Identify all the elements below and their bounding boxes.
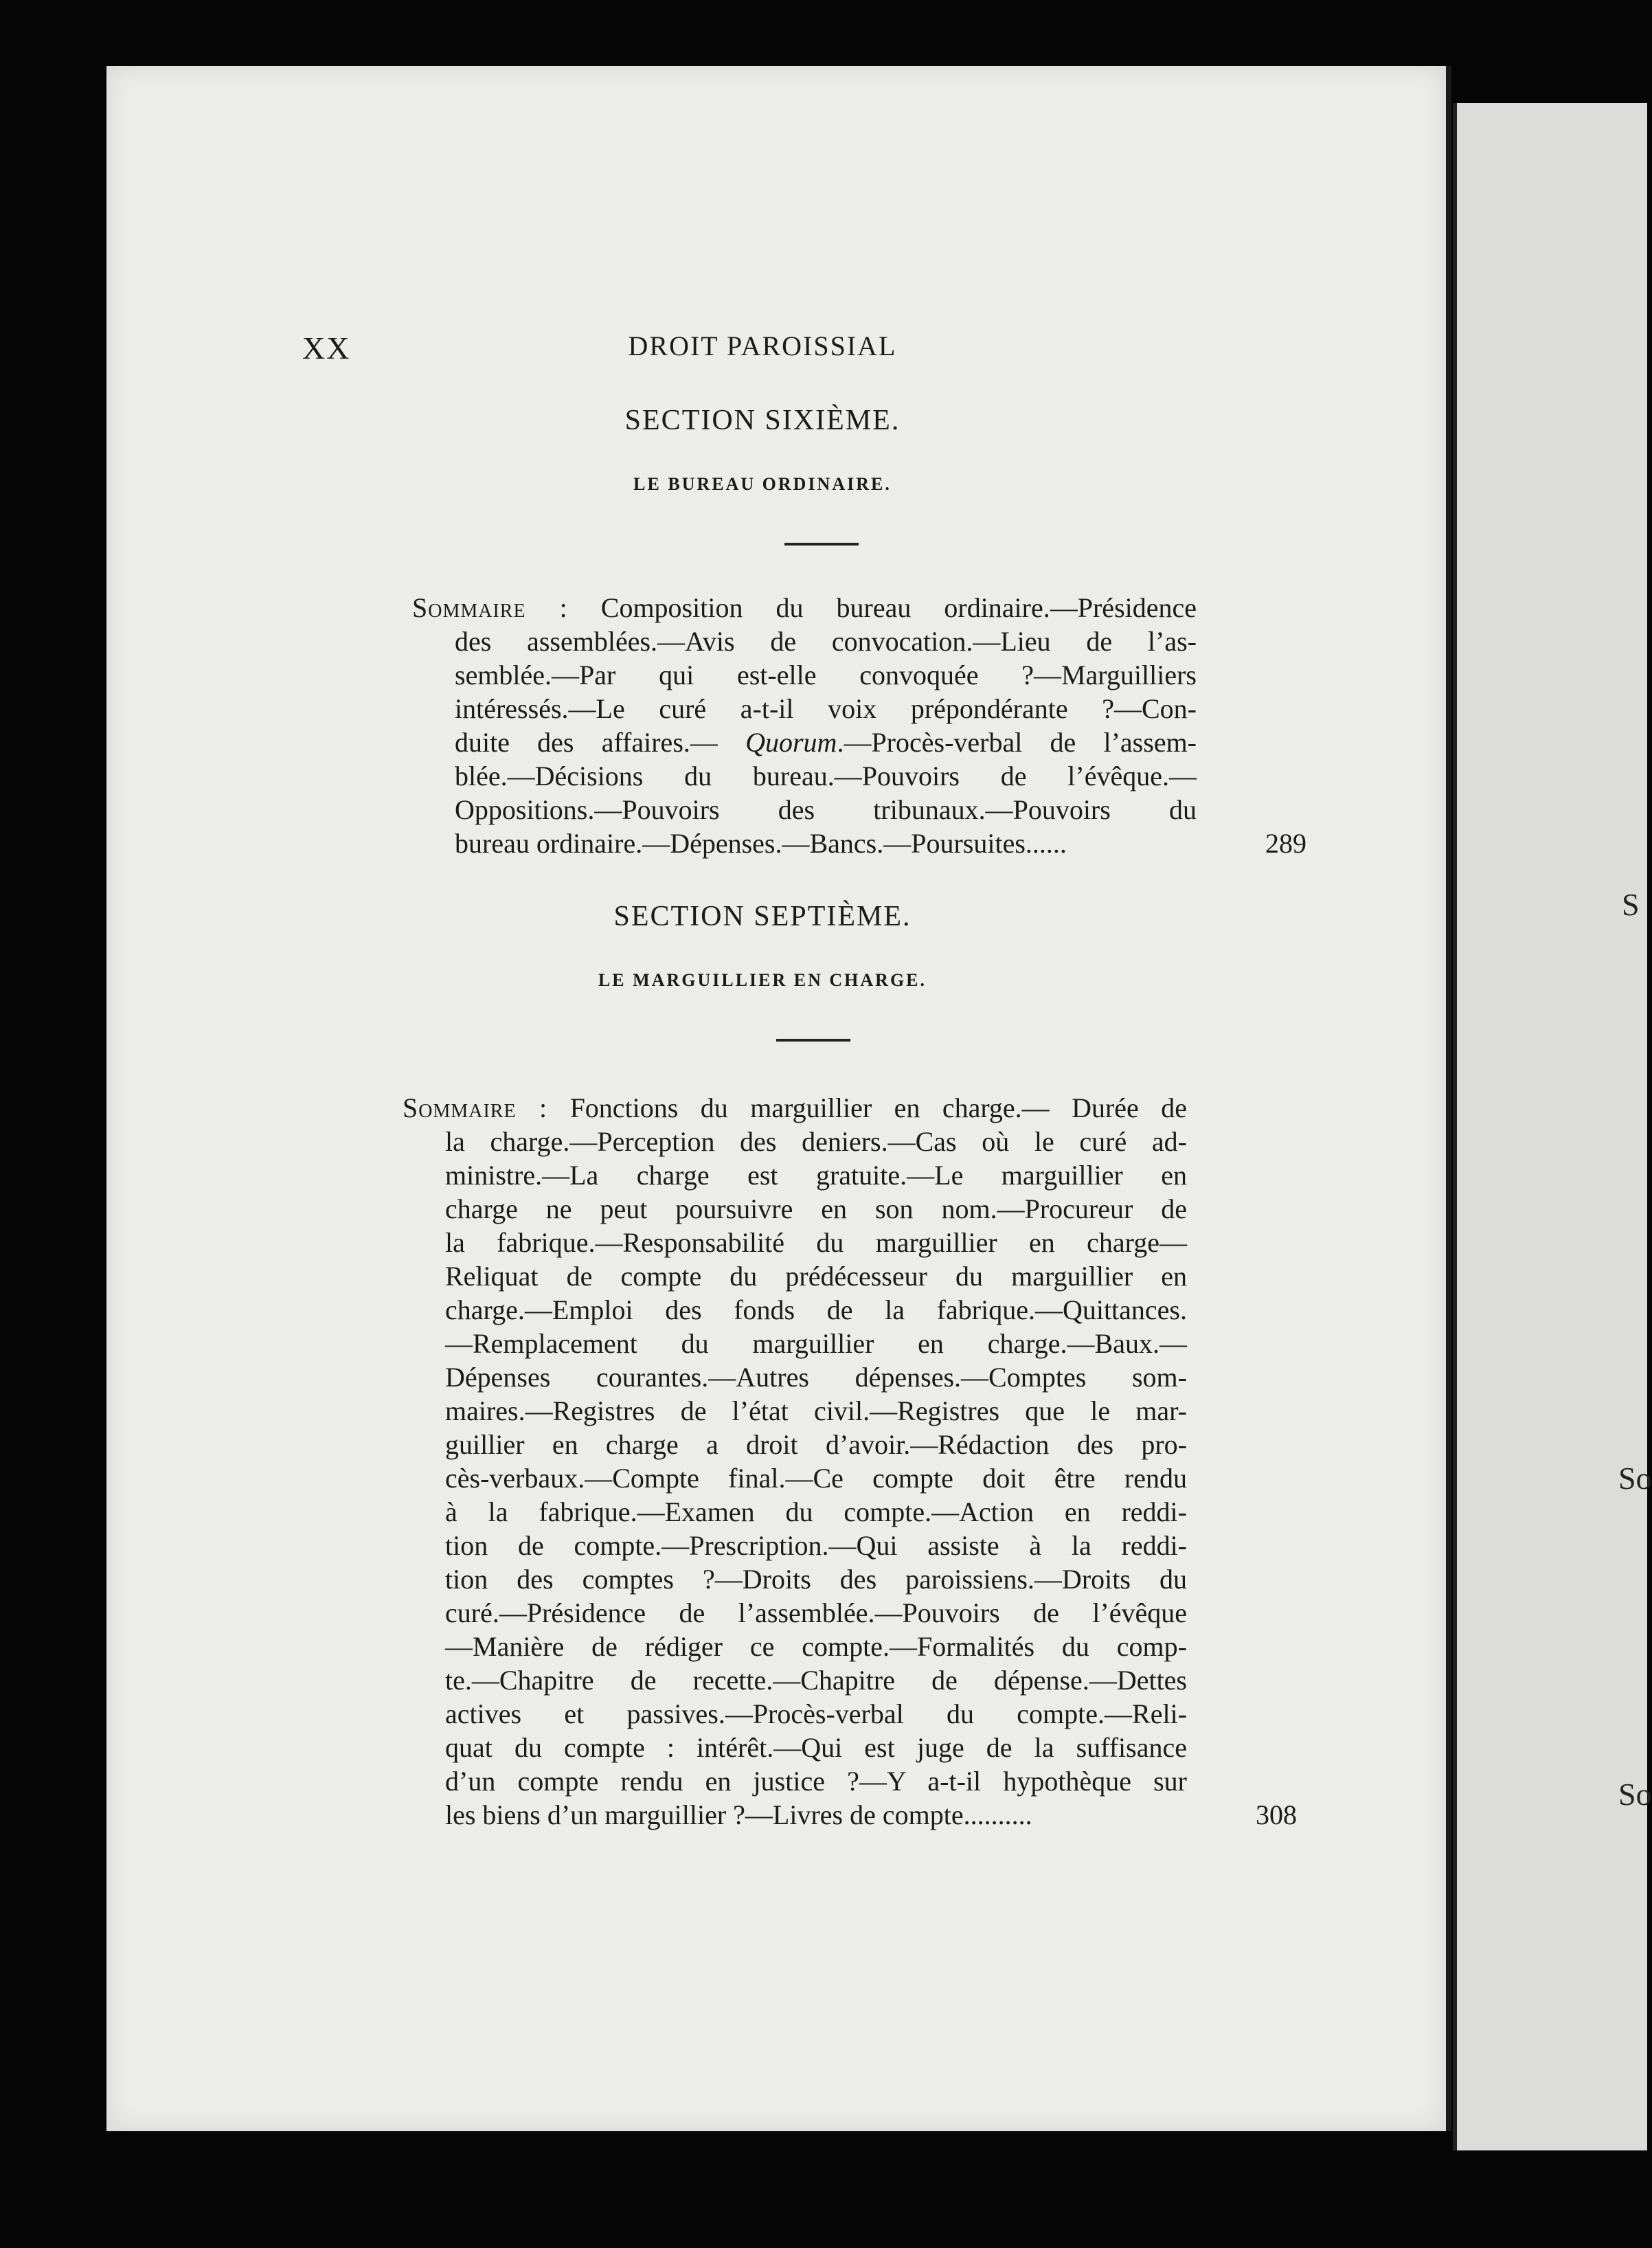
section-title: SECTION SEPTIÈME. [613,901,912,932]
section-subtitle: LE BUREAU ORDINAIRE. [633,474,892,494]
summary-line: cès-verbaux.—Compte final.—Ce compte doit être rendu [445,1463,1187,1494]
summary-line: charge.—Emploi des fonds de la fabrique.—Quittances. [445,1294,1187,1325]
running-title: DROIT PAROISSIAL [628,330,897,361]
running-header [302,330,1223,378]
summary-line: Sommaire : Composition du bureau ordinaire.—Présidence [412,592,1197,623]
facing-page-edge [1453,103,1652,2150]
summary-line: blée.—Décisions du bureau.—Pouvoirs de l’évêque.— [455,761,1197,791]
summary-label: Sommaire : [412,592,568,623]
summary-line: quat du compte : intérêt.—Qui est juge de la suffisance [445,1732,1187,1763]
page-reference: 289 [1265,828,1306,859]
page-number: XX [302,330,351,366]
section-summary [403,1091,1297,1832]
summary-line: les biens d’un marguillier ?—Livres de compte.......... [445,1799,1032,1830]
summary-line: la charge.—Perception des deniers.—Cas où le curé ad- [445,1126,1187,1157]
section-title: SECTION SIXIÈME. [624,405,901,436]
summary-line: Oppositions.—Pouvoirs des tribunaux.—Pouvoirs du [455,794,1197,825]
summary-line: —Remplacement du marguillier en charge.—Baux.— [445,1328,1187,1359]
facing-fragment: S [1622,887,1640,922]
section-subtitle: LE MARGUILLIER EN CHARGE. [598,970,927,990]
section-rule [776,1039,850,1042]
summary-line: duite des affaires.— Quorum.—Procès-verbal de l’assem- [455,727,1197,758]
summary-label: Sommaire : [403,1092,548,1123]
section-summary [412,591,1306,860]
summary-line: te.—Chapitre de recette.—Chapitre de dépense.—Dettes [445,1665,1187,1696]
section-rule [784,543,859,546]
summary-line: intéressés.—Le curé a-t-il voix prépondérante ?—Con- [455,693,1197,724]
summary-line: Sommaire : Fonctions du marguillier en charge.— Durée de [403,1092,1187,1123]
summary-line: d’un compte rendu en justice ?—Y a-t-il hypothèque sur [445,1766,1187,1797]
summary-line: des assemblées.—Avis de convocation.—Lieu de l’as- [455,626,1197,657]
summary-line: tion des comptes ?—Droits des paroissiens.—Droits du [445,1564,1187,1595]
summary-line: charge ne peut poursuivre en son nom.—Procureur de [445,1193,1187,1224]
page-reference: 308 [1256,1799,1297,1830]
summary-line: bureau ordinaire.—Dépenses.—Bancs.—Poursuites...... [455,828,1067,859]
summary-line: actives et passives.—Procès-verbal du compte.—Reli- [445,1698,1187,1729]
summary-line: tion de compte.—Prescription.—Qui assiste à la reddi- [445,1530,1187,1561]
facing-fragment: So [1618,1777,1652,1812]
summary-line: curé.—Présidence de l’assemblée.—Pouvoirs de l’évêque [445,1597,1187,1628]
summary-line: la fabrique.—Responsabilité du marguillier en charge— [445,1227,1187,1258]
summary-line: —Manière de rédiger ce compte.—Formalités du comp- [445,1631,1187,1662]
summary-line: à la fabrique.—Examen du compte.—Action en reddi- [445,1496,1187,1527]
summary-line: semblée.—Par qui est-elle convoquée ?—Marguilliers [455,660,1197,690]
summary-line: maires.—Registres de l’état civil.—Registres que le mar- [445,1395,1187,1426]
summary-line: ministre.—La charge est gratuite.—Le marguillier en [445,1160,1187,1191]
summary-line: guillier en charge a droit d’avoir.—Rédaction des pro- [445,1429,1187,1460]
summary-line: Dépenses courantes.—Autres dépenses.—Comptes som- [445,1362,1187,1393]
facing-fragment: So [1618,1461,1652,1496]
summary-line: Reliquat de compte du prédécesseur du marguillier en [445,1261,1187,1292]
